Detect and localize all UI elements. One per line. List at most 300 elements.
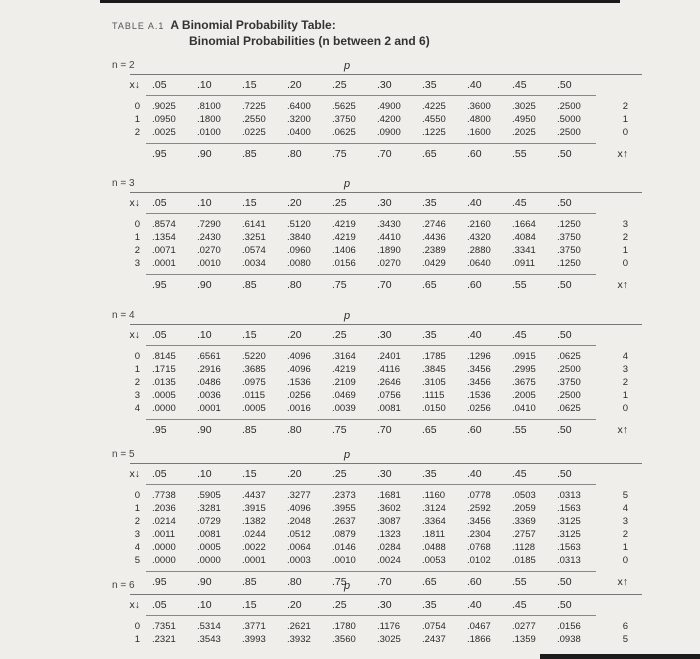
p-header-value: .45 <box>512 197 527 209</box>
probability-cell: .0064 <box>287 542 311 553</box>
probability-cell: .3602 <box>377 503 401 514</box>
probability-cell: .0400 <box>287 127 311 138</box>
x-reverse-value: 1 <box>622 114 628 125</box>
probability-cell: .0729 <box>197 516 221 527</box>
p-header-value: .10 <box>197 329 212 341</box>
probability-cell: .1323 <box>377 529 401 540</box>
probability-cell: .1800 <box>197 114 221 125</box>
probability-cell: .2500 <box>557 127 581 138</box>
x-up-label: x↑ <box>617 424 628 436</box>
probability-cell: .0900 <box>377 127 401 138</box>
probability-cell: .0467 <box>467 621 491 632</box>
x-reverse-value: 5 <box>622 490 628 501</box>
probability-cell: .3993 <box>242 634 266 645</box>
probability-cell: .4800 <box>467 114 491 125</box>
probability-cell: .1563 <box>557 503 581 514</box>
x-reverse-value: 4 <box>622 503 628 514</box>
probability-cell: .1250 <box>557 258 581 269</box>
probability-cell: .0754 <box>422 621 446 632</box>
binomial-block-n4 <box>112 308 642 440</box>
probability-cell: .0081 <box>197 529 221 540</box>
x-value: 0 <box>134 219 140 230</box>
probability-cell: .2995 <box>512 364 536 375</box>
p-footer-value: .70 <box>377 576 392 588</box>
probability-cell: .0879 <box>332 529 356 540</box>
probability-cell: .3456 <box>467 516 491 527</box>
probability-cell: .0225 <box>242 127 266 138</box>
p-header-value: .40 <box>467 79 482 91</box>
p-header-value: .10 <box>197 79 212 91</box>
probability-cell: .3341 <box>512 245 536 256</box>
probability-cell: .0256 <box>287 390 311 401</box>
probability-cell: .0135 <box>152 377 176 388</box>
p-footer-value: .50 <box>557 424 572 436</box>
probability-cell: .0625 <box>557 351 581 362</box>
p-header-value: .30 <box>377 468 392 480</box>
p-header-value: .35 <box>422 468 437 480</box>
p-header-value: .50 <box>557 79 572 91</box>
x-value: 0 <box>134 621 140 632</box>
probability-cell: .1359 <box>512 634 536 645</box>
p-header-value: .45 <box>512 329 527 341</box>
probability-cell: .1600 <box>467 127 491 138</box>
p-header-value: .50 <box>557 599 572 611</box>
probability-cell: .0016 <box>287 403 311 414</box>
title-line-2: Binomial Probabilities (n between 2 and 6) <box>189 34 430 48</box>
x-reverse-value: 1 <box>622 542 628 553</box>
probability-cell: .3840 <box>287 232 311 243</box>
probability-cell: .3456 <box>467 364 491 375</box>
probability-cell: .4900 <box>377 101 401 112</box>
p-footer-value: .55 <box>512 424 527 436</box>
probability-cell: .7225 <box>242 101 266 112</box>
p-header-value: .40 <box>467 599 482 611</box>
probability-cell: .5220 <box>242 351 266 362</box>
probability-cell: .3025 <box>377 634 401 645</box>
probability-cell: .2437 <box>422 634 446 645</box>
p-footer-value: .80 <box>287 279 302 291</box>
probability-rows <box>112 616 642 650</box>
p-header-value: .30 <box>377 197 392 209</box>
probability-cell: .3915 <box>242 503 266 514</box>
table-row <box>112 515 642 528</box>
probability-cell: .3124 <box>422 503 446 514</box>
p-header-value: .40 <box>467 468 482 480</box>
probability-cell: .0640 <box>467 258 491 269</box>
probability-cell: .5120 <box>287 219 311 230</box>
probability-cell: .4096 <box>287 351 311 362</box>
probability-cell: .3105 <box>422 377 446 388</box>
probability-cell: .0625 <box>557 403 581 414</box>
probability-cell: .0005 <box>242 403 266 414</box>
table-row <box>112 554 642 567</box>
p-header-value: .10 <box>197 197 212 209</box>
x-reverse-value: 0 <box>622 258 628 269</box>
p-footer-value: .80 <box>287 576 302 588</box>
probability-cell: .1160 <box>422 490 446 501</box>
x-reverse-value: 2 <box>622 101 628 112</box>
p-footer-value: .85 <box>242 576 257 588</box>
probability-cell: .4225 <box>422 101 446 112</box>
probability-cell: .3845 <box>422 364 446 375</box>
x-down-label: x↓ <box>129 599 140 611</box>
table-tag: TABLE A.1 <box>112 21 165 31</box>
p-header-value: .45 <box>512 599 527 611</box>
x-down-label: x↓ <box>129 79 140 91</box>
probability-cell: .3750 <box>332 114 356 125</box>
x-reverse-value: 3 <box>622 516 628 527</box>
probability-cell: .3125 <box>557 529 581 540</box>
probability-cell: .0410 <box>512 403 536 414</box>
probability-cell: .0039 <box>332 403 356 414</box>
p-header-value: .45 <box>512 468 527 480</box>
probability-cell: .0081 <box>377 403 401 414</box>
page-bottom-edge <box>540 654 700 659</box>
p-footer-value: .60 <box>467 424 482 436</box>
p-footer-value: .90 <box>197 148 212 160</box>
p-footer-value: .60 <box>467 279 482 291</box>
x-down-label: x↓ <box>129 329 140 341</box>
p-footer-value: .95 <box>152 148 167 160</box>
probability-cell: .3369 <box>512 516 536 527</box>
probability-cell: .3955 <box>332 503 356 514</box>
p-header-value: .20 <box>287 599 302 611</box>
probability-cell: .6141 <box>242 219 266 230</box>
probability-cell: .1354 <box>152 232 176 243</box>
table-row <box>112 541 642 554</box>
x-value: 1 <box>134 114 140 125</box>
probability-cell: .0156 <box>557 621 581 632</box>
probability-cell: .0488 <box>422 542 446 553</box>
p-header-value: .25 <box>332 197 347 209</box>
p-label: p <box>344 580 351 592</box>
probability-cell: .0005 <box>152 390 176 401</box>
probability-cell: .1128 <box>512 542 536 553</box>
probability-cell: .2430 <box>197 232 221 243</box>
table-row <box>112 376 642 389</box>
probability-cell: .0313 <box>557 555 581 566</box>
p-header-value: .20 <box>287 79 302 91</box>
p-header-value: .15 <box>242 79 257 91</box>
probability-cell: .0625 <box>332 127 356 138</box>
probability-cell: .3932 <box>287 634 311 645</box>
p-footer-value: .60 <box>467 576 482 588</box>
table-title <box>112 18 430 49</box>
x-value: 1 <box>134 634 140 645</box>
x-up-label: x↑ <box>617 148 628 160</box>
probability-cell: .2373 <box>332 490 356 501</box>
p-footer-value: .70 <box>377 279 392 291</box>
probability-rows <box>112 346 642 419</box>
probability-cell: .1681 <box>377 490 401 501</box>
probability-cell: .8145 <box>152 351 176 362</box>
x-value: 2 <box>134 127 140 138</box>
probability-cell: .0022 <box>242 542 266 553</box>
probability-cell: .0036 <box>197 390 221 401</box>
p-footer-value: .55 <box>512 576 527 588</box>
p-header-value: .35 <box>422 197 437 209</box>
p-label: p <box>344 310 351 322</box>
p-footer-value: .95 <box>152 424 167 436</box>
p-header-value: .05 <box>152 468 167 480</box>
table-row <box>112 633 642 646</box>
p-header-value: .15 <box>242 329 257 341</box>
p-footer-value: .90 <box>197 424 212 436</box>
p-footer-value: .95 <box>152 279 167 291</box>
probability-cell: .0915 <box>512 351 536 362</box>
p-header-value: .30 <box>377 599 392 611</box>
probability-cell: .3685 <box>242 364 266 375</box>
probability-cell: .3430 <box>377 219 401 230</box>
p-header-row <box>112 464 642 484</box>
table-row <box>112 218 642 231</box>
probability-cell: .0150 <box>422 403 446 414</box>
binomial-block-n5 <box>112 447 642 592</box>
probability-cell: .3750 <box>557 245 581 256</box>
probability-cell: .0025 <box>152 127 176 138</box>
probability-cell: .0156 <box>332 258 356 269</box>
probability-cell: .2592 <box>467 503 491 514</box>
x-value: 1 <box>134 364 140 375</box>
probability-cell: .0034 <box>242 258 266 269</box>
p-footer-value: .65 <box>422 424 437 436</box>
probability-cell: .0214 <box>152 516 176 527</box>
p-footer-value: .80 <box>287 148 302 160</box>
probability-cell: .3560 <box>332 634 356 645</box>
probability-rows <box>112 214 642 274</box>
p-header-value: .50 <box>557 468 572 480</box>
block-header <box>112 447 642 463</box>
table-row <box>112 502 642 515</box>
probability-cell: .1780 <box>332 621 356 632</box>
probability-cell: .1563 <box>557 542 581 553</box>
table-row <box>112 363 642 376</box>
probability-cell: .0574 <box>242 245 266 256</box>
probability-cell: .4116 <box>377 364 401 375</box>
x-reverse-value: 1 <box>622 390 628 401</box>
block-header <box>112 58 642 74</box>
x-value: 2 <box>134 377 140 388</box>
probability-cell: .1536 <box>467 390 491 401</box>
p-footer-value: .60 <box>467 148 482 160</box>
x-value: 0 <box>134 490 140 501</box>
probability-cell: .1382 <box>242 516 266 527</box>
p-footer-value: .90 <box>197 576 212 588</box>
p-header-row <box>112 325 642 345</box>
probability-cell: .2916 <box>197 364 221 375</box>
probability-cell: .0960 <box>287 245 311 256</box>
x-reverse-value: 2 <box>622 529 628 540</box>
x-value: 4 <box>134 403 140 414</box>
p-header-value: .05 <box>152 79 167 91</box>
probability-rows <box>112 96 642 143</box>
probability-cell: .7351 <box>152 621 176 632</box>
probability-cell: .0011 <box>152 529 176 540</box>
probability-cell: .4436 <box>422 232 446 243</box>
probability-cell: .3277 <box>287 490 311 501</box>
p-header-value: .35 <box>422 329 437 341</box>
probability-rows <box>112 485 642 571</box>
probability-cell: .0000 <box>197 555 221 566</box>
probability-cell: .7738 <box>152 490 176 501</box>
probability-cell: .4219 <box>332 232 356 243</box>
x-down-label: x↓ <box>129 197 140 209</box>
p-footer-row <box>112 420 642 440</box>
p-footer-value: .85 <box>242 424 257 436</box>
p-footer-value: .75 <box>332 148 347 160</box>
probability-cell: .4219 <box>332 219 356 230</box>
probability-cell: .5000 <box>557 114 581 125</box>
probability-cell: .0024 <box>377 555 401 566</box>
probability-cell: .3025 <box>512 101 536 112</box>
page-top-border <box>100 0 620 3</box>
table-row <box>112 389 642 402</box>
p-footer-value: .55 <box>512 279 527 291</box>
p-header-value: .10 <box>197 468 212 480</box>
p-header-row <box>112 75 642 95</box>
table-row <box>112 100 642 113</box>
p-header-value: .25 <box>332 329 347 341</box>
p-footer-value: .75 <box>332 424 347 436</box>
probability-cell: .4084 <box>512 232 536 243</box>
x-reverse-value: 5 <box>622 634 628 645</box>
x-reverse-value: 3 <box>622 364 628 375</box>
p-footer-value: .55 <box>512 148 527 160</box>
p-footer-value: .70 <box>377 424 392 436</box>
probability-cell: .0938 <box>557 634 581 645</box>
probability-cell: .4550 <box>422 114 446 125</box>
probability-cell: .2036 <box>152 503 176 514</box>
probability-cell: .2048 <box>287 516 311 527</box>
probability-cell: .8574 <box>152 219 176 230</box>
probability-cell: .7290 <box>197 219 221 230</box>
probability-cell: .0270 <box>377 258 401 269</box>
probability-cell: .4096 <box>287 364 311 375</box>
probability-cell: .0469 <box>332 390 356 401</box>
probability-cell: .0146 <box>332 542 356 553</box>
probability-cell: .4219 <box>332 364 356 375</box>
p-footer-value: .95 <box>152 576 167 588</box>
x-reverse-value: 2 <box>622 232 628 243</box>
title-line-1: A Binomial Probability Table: <box>170 18 336 32</box>
probability-cell: .6400 <box>287 101 311 112</box>
x-value: 3 <box>134 258 140 269</box>
x-value: 1 <box>134 232 140 243</box>
probability-cell: .1296 <box>467 351 491 362</box>
probability-cell: .0053 <box>422 555 446 566</box>
p-header-value: .30 <box>377 329 392 341</box>
p-header-value: .35 <box>422 79 437 91</box>
probability-cell: .8100 <box>197 101 221 112</box>
p-footer-value: .65 <box>422 148 437 160</box>
n-label: n = 4 <box>112 310 135 321</box>
p-header-value: .05 <box>152 197 167 209</box>
probability-cell: .1406 <box>332 245 356 256</box>
binomial-block-n3 <box>112 176 642 295</box>
probability-cell: .2304 <box>467 529 491 540</box>
probability-cell: .3200 <box>287 114 311 125</box>
x-value: 4 <box>134 542 140 553</box>
x-down-label: x↓ <box>129 468 140 480</box>
probability-cell: .3771 <box>242 621 266 632</box>
probability-cell: .2059 <box>512 503 536 514</box>
table-row <box>112 244 642 257</box>
probability-cell: .5625 <box>332 101 356 112</box>
probability-cell: .3364 <box>422 516 446 527</box>
probability-cell: .2401 <box>377 351 401 362</box>
x-value: 2 <box>134 516 140 527</box>
p-footer-value: .80 <box>287 424 302 436</box>
probability-cell: .5905 <box>197 490 221 501</box>
x-value: 0 <box>134 351 140 362</box>
table-row <box>112 257 642 270</box>
p-header-value: .25 <box>332 79 347 91</box>
p-header-value: .15 <box>242 599 257 611</box>
p-header-value: .25 <box>332 599 347 611</box>
n-label: n = 5 <box>112 449 135 460</box>
probability-cell: .2500 <box>557 101 581 112</box>
probability-cell: .1536 <box>287 377 311 388</box>
probability-cell: .3675 <box>512 377 536 388</box>
p-header-value: .05 <box>152 329 167 341</box>
probability-cell: .2160 <box>467 219 491 230</box>
p-footer-row <box>112 275 642 295</box>
x-reverse-value: 1 <box>622 245 628 256</box>
block-header <box>112 308 642 324</box>
probability-cell: .1664 <box>512 219 536 230</box>
probability-cell: .0100 <box>197 127 221 138</box>
probability-cell: .0071 <box>152 245 176 256</box>
probability-cell: .4200 <box>377 114 401 125</box>
probability-cell: .1715 <box>152 364 176 375</box>
x-value: 5 <box>134 555 140 566</box>
p-header-value: .45 <box>512 79 527 91</box>
p-header-value: .20 <box>287 197 302 209</box>
probability-cell: .0001 <box>242 555 266 566</box>
probability-cell: .0975 <box>242 377 266 388</box>
probability-cell: .2880 <box>467 245 491 256</box>
table-row <box>112 113 642 126</box>
probability-cell: .3164 <box>332 351 356 362</box>
probability-cell: .3456 <box>467 377 491 388</box>
probability-cell: .4320 <box>467 232 491 243</box>
p-footer-value: .90 <box>197 279 212 291</box>
probability-cell: .1176 <box>377 621 401 632</box>
probability-cell: .0270 <box>197 245 221 256</box>
probability-cell: .1115 <box>422 390 445 401</box>
probability-cell: .1866 <box>467 634 491 645</box>
probability-cell: .0010 <box>332 555 356 566</box>
probability-cell: .0001 <box>197 403 221 414</box>
table-row <box>112 126 642 139</box>
probability-cell: .4437 <box>242 490 266 501</box>
probability-cell: .2321 <box>152 634 176 645</box>
probability-cell: .3125 <box>557 516 581 527</box>
x-up-label: x↑ <box>617 279 628 291</box>
table-row <box>112 350 642 363</box>
x-value: 3 <box>134 390 140 401</box>
p-header-row <box>112 595 642 615</box>
probability-cell: .1250 <box>557 219 581 230</box>
probability-cell: .0512 <box>287 529 311 540</box>
probability-cell: .0005 <box>197 542 221 553</box>
probability-cell: .2025 <box>512 127 536 138</box>
p-header-value: .35 <box>422 599 437 611</box>
probability-cell: .0115 <box>242 390 266 401</box>
p-label: p <box>344 178 351 190</box>
probability-cell: .0010 <box>197 258 221 269</box>
probability-cell: .2757 <box>512 529 536 540</box>
